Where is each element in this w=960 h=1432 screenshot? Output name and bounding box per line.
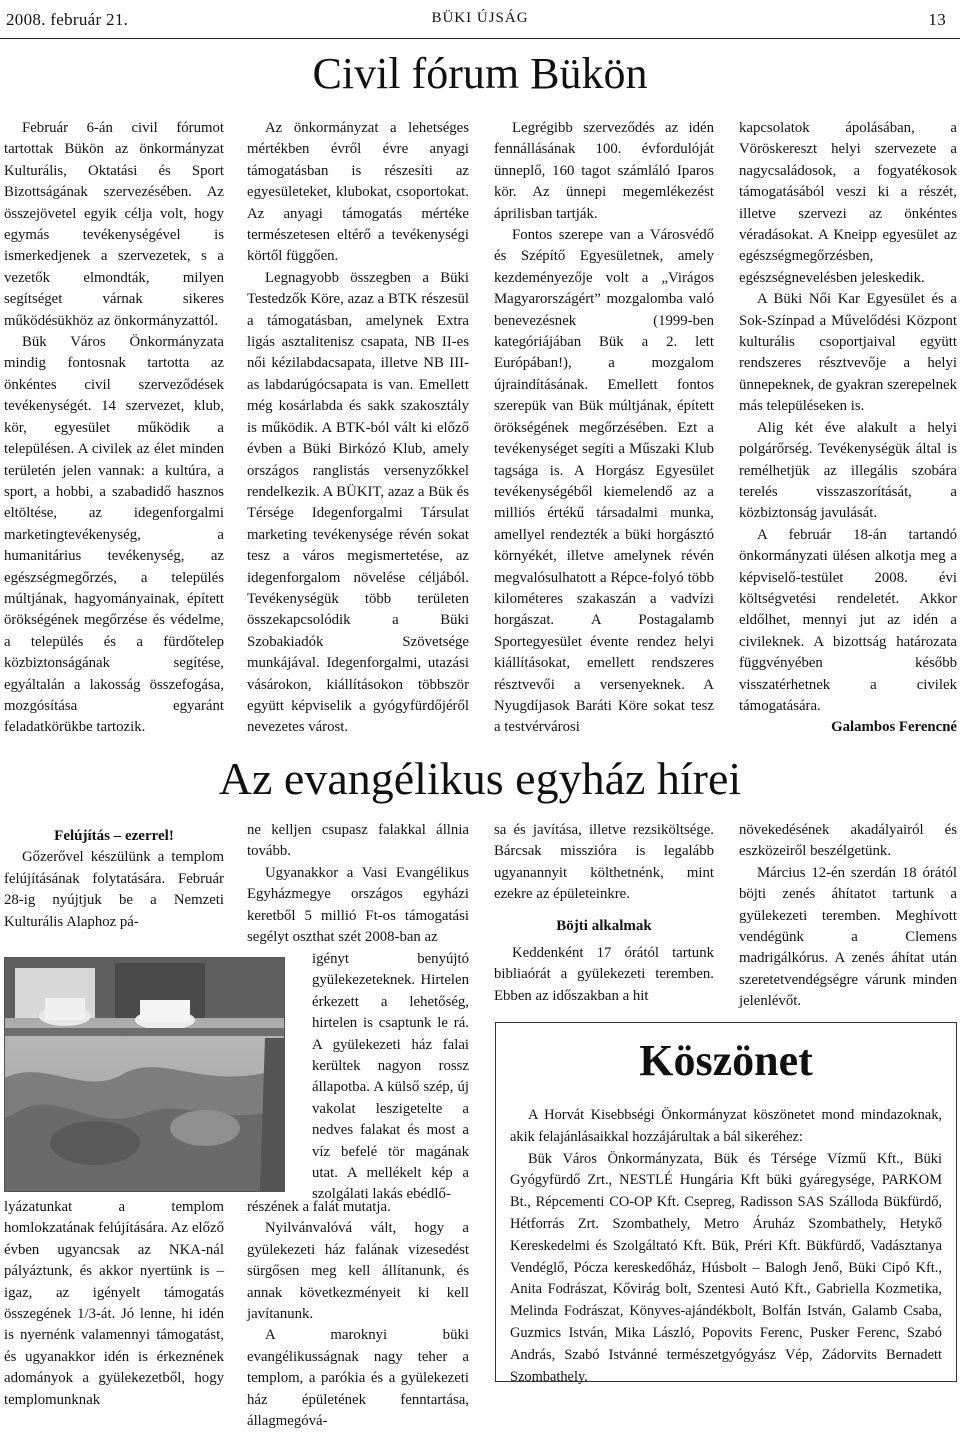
article2-column-2-wrap — [312, 949, 469, 1206]
paragraph: Keddenként 17 órától tartunk bibliaórát a gyülekezeti teremben. Ebben az időszakban a hit — [494, 945, 714, 1004]
paragraph: Gőzerővel készülünk a templom felújításának folytatására. Február 28-ig nyújtjuk be a Nemzeti Kulturális Alaphoz pá- — [4, 849, 224, 930]
paragraph: növekedésének akadályairól és eszközeiről beszélgetünk. — [739, 822, 957, 860]
paragraph: sa és javítása, illetve rezsiköltsége. Bárcsak misszióra is legalább ugyanannyit költhetnénk, mint ezekre az épületeinkre. — [494, 822, 714, 903]
wall-damage-photo — [4, 957, 285, 1192]
paragraph: Bük Város Önkormányzata mindig fontosnak tartotta az önkéntes civil szerveződések tevékenységét. 14 szervezet, klub, kör, egyesület működik a településen. A civilek az élet minden területén jelen vannak: a kultúra, a sport, a hobbi, a szabadidő hasznos eltöltése, az idegenforgalmi marketingtevékenység, a humanitárius tevékenység, az egészségmegőrzés, a település múltjának, hagyományainak, épített örökségének megőrzése és védelme, a település és a fürdőtelep közbiztonságának segítése, egyáltalán a lakosság összefogása, mozgósítása egyaránt feladatkörükbe tartozik. — [4, 334, 224, 736]
paragraph: Az önkormányzat a lehetséges mértékben évről évre anyagi támogatásban is részesíti az egyesületeket, klubokat, csoportokat. Az anyagi támogatás mértéke természetesen eltérő a tevékenységi körtől függően. — [247, 120, 469, 265]
paragraph: kapcsolatok ápolásában, a Vöröskereszt helyi szervezete a nagycsaládosok, a fogyatékosok támogatásából veszi ki a részét, illetve szervezi az önkéntes véradásokat. A Kneipp egyesület az egészségmegőrzésben, egészségnevelésben jeleskedik. — [739, 120, 957, 286]
paragraph: Legrégibb szerveződés az idén fennállásának 100. évfordulóját ünneplő, 160 tagot számláló Iparos kör. Az ünnepi megemlékezést áprilisban tartják. — [494, 120, 714, 222]
article2-column-4 — [739, 820, 957, 1013]
subheading-lent-events: Böjti alkalmak — [556, 917, 652, 934]
thanks-box — [495, 1022, 957, 1385]
paragraph: Alig két éve alakult a helyi polgárőrség. Tevékenységük által is remélhetjük az illegális szobára terelés visszaszorítását, a közbiztonság javulását. — [739, 419, 957, 522]
author-signature: Galambos Ferencné — [831, 719, 957, 736]
article1-column-3 — [494, 118, 714, 739]
article2-column-3 — [494, 820, 714, 1007]
paragraph: Nyilvánvalóvá vált, hogy a gyülekezeti ház falának vizesedést sürgősen meg kell állítanunk, és annak következményeit ki kell javítanunk. — [247, 1220, 469, 1323]
paragraph: Ugyanakkor a Vasi Evangélikus Egyházmegye országos egyházi keretből 5 millió Ft-os támogatási segélyt oszthat szét 2008-ban az — [247, 864, 469, 946]
thanks-body — [510, 1105, 942, 1388]
article2-column-1-top — [4, 826, 224, 933]
article-title-evangelical: Az evangélikus egyház hírei — [218, 753, 742, 804]
header-rule — [0, 38, 960, 39]
paragraph: A Büki Női Kar Egyesület és a Sok-Színpad a Művelődési Központ kulturális csoportjaival együtt rendszeres résztvevője a helyi ünnepeknek, de gyakran szerepelnek más településeken is. — [739, 291, 957, 415]
issue-date: 2008. február 21. — [6, 10, 129, 29]
article1-column-2 — [247, 118, 469, 739]
paragraph: A Horvát Kisebbségi Önkormányzat köszönetet mond mindazoknak, akik felajánlásaikkal hozzájárultak a bál sikeréhez: — [510, 1107, 942, 1145]
paragraph: Február 6-án civil fórumot tartottak Bükön az önkormányzat Kulturális, Oktatási és Sport Bizottságának szervezésében. Az összejövetel egyik célja volt, hogy egymás tevékenységével is ismerkedjenek a szervezetek, s a vezetők elmondták, milyen segítséget várnak sikeres működésükhöz az önkormányzattól. — [4, 120, 224, 329]
newspaper-name: BÜKI ÚJSÁG — [431, 10, 529, 26]
paragraph: lyázatunkat a templom homlokzatának felújítására. Az előző évben ugyancsak az NKA-nál pályáztunk, és akkor nyertünk is – igaz, az igényelt támogatás összegének 1/3-át. Jó lenne, hi idén is nyernénk valamennyi támogatást, és ugyanakkor idén is érkeznének adományok a gyülekezetből, hogy templomunknak — [4, 1199, 224, 1408]
page-number: 13 — [928, 10, 946, 29]
thanks-title: Köszönet — [639, 1036, 813, 1085]
paragraph: Március 12-én szerdán 18 órától böjti zenés áhítatot tartunk a gyülekezeti teremben. Meghívott vendégünk a Clemens madrigálkórus. A zenés áhítat után szeretetvendégségre várunk minden jelenlévőt. — [739, 864, 957, 1010]
paragraph: A maroknyi büki evangélikusságnak nagy teher a templom, a parókia és a gyülekezeti ház épületének fenntartása, állagmegóvá- — [247, 1327, 469, 1430]
article2-column-2-top — [247, 820, 469, 948]
paragraph: részének a falát mutatja. — [247, 1199, 391, 1215]
paragraph: ne kelljen csupasz falakkal állnia tovább. — [247, 822, 469, 860]
paragraph: Bük Város Önkormányzata, Bük és Térsége Vízmű Kft., Büki Gyógyfürdő Zrt., NESTLÉ Hungária Kft büki gyáregysége, PARKOM Bt., Répcementi CO-OP Kft. Csepreg, Radisson SAS Szálloda Bükfürdő, Hétforrás Zrt. Szombathely, Metro Áruház Szombathely, Hetykő Kereskedelmi és Szolgáltató Kft. Bük, Préri Kft. Bükfürdő, Vadásztanya Vendéglő, Pócza kereskedőház, Húsbolt – Balogh Jenő, Büki Cipó Kft., Anita Fodrászat, Kővirág bolt, Szentesi Autó Kft., Gabriella Kozmetika, Melinda Fodrászat, Könyves-ajándékbolt, Bolfán István, Galamb Csaba, Guzmics István, Mika László, Popovits Ferenc, Pusker Ferenc, Szabó András, Szabó Istvánné természetgyógyász Vép, Zádorvits Bernadett Szombathely. — [510, 1150, 942, 1385]
paragraph: Fontos szerepe van a Városvédő és Szépítő Egyesületnek, amely kezdeményezője volt a „Virágos Magyarországért” mozgalomba való benevezésnek (1999-ben kategóriájában Bük a 2. lett Európában!), a mozgalom újraindításának. Emellett fontos szerepük van Bük múltjának, épített örökségének megőrzésében. Ezt a tevékenységet segíti a Műszaki Klub tagsága is. A Horgász Egyesület tevékenységéből kiemelendő az a milliós értékű társadalmi munka, amellyel rendezték a büki horgásztó környékét, illetve amelynek révén megvalósulhatott a Répce-folyó több kilométeres szakaszán a vadvízi horgászat. A Postagalamb Sportegyesület évente rendez helyi kiállításokat, emellett rendszeres résztvevői a versenyeknek. A Nyugdíjasok Baráti Köre sokat tesz a testvérvárosi — [494, 227, 714, 736]
article-title-civil-forum: Civil fórum Bükön — [312, 49, 648, 98]
article2-column-2-bottom — [247, 1197, 469, 1432]
paragraph: Legnagyobb összegben a Büki Testedzők Köre, azaz a BTK részesül a támogatásban, amelynek Extra ligás asztalitenisz csapata, NB II-es női kézilabdacsapata, illetve NB III-as labdarúgócsapata is van. Emellett még kosárlabda és sakk szakosztály is működik. A BTK-ból vált ki előző évben a Büki Birkózó Klub, amely országos ranglistás versenyzőkkel rendelkezik. A BÜKIT, azaz a Bük és Térsége Idegenforgalmi Társulat marketing tevékenysége révén sokat tesz a város megismertetése, az idegenforgalom növelése céljából. Tevékenységük több területen összekapcsolódik a Büki Szobakiadók Szövetsége munkájával. Idegenforgalmi, utazási vásárokon, kiállításokon többször együtt képviselik a gyógyfürdőjéről nevezetes várost. — [247, 269, 469, 736]
paragraph: A február 18-án tartandó önkormányzati ülésen alkotja meg a képviselő-testület 2008. évi költségvetési rendeletét. Akkor eldőlhet, mennyi jut az idén a civileknek. A bizottság határozata függvényében később visszatérhetnek a civilek támogatására. — [739, 526, 957, 714]
subheading-renovation: Felújítás – ezerrel! — [54, 828, 174, 844]
article2-column-1-bottom — [4, 1197, 224, 1411]
paragraph: igényt benyújtó gyülekezeteknek. Hirtelen érkezett a lehetőség, hirtelen is csaptunk le rá. A gyülekezeti ház falai kerültek nagyon rossz állapotba. A külső szép, új vakolat leszigetelte a nedves falakat és most a víz befelé tör magának utat. A mellékelt kép a szolgálati lakás ebédlő- — [312, 951, 469, 1203]
article1-column-1 — [4, 118, 224, 739]
article1-column-4 — [739, 118, 957, 739]
